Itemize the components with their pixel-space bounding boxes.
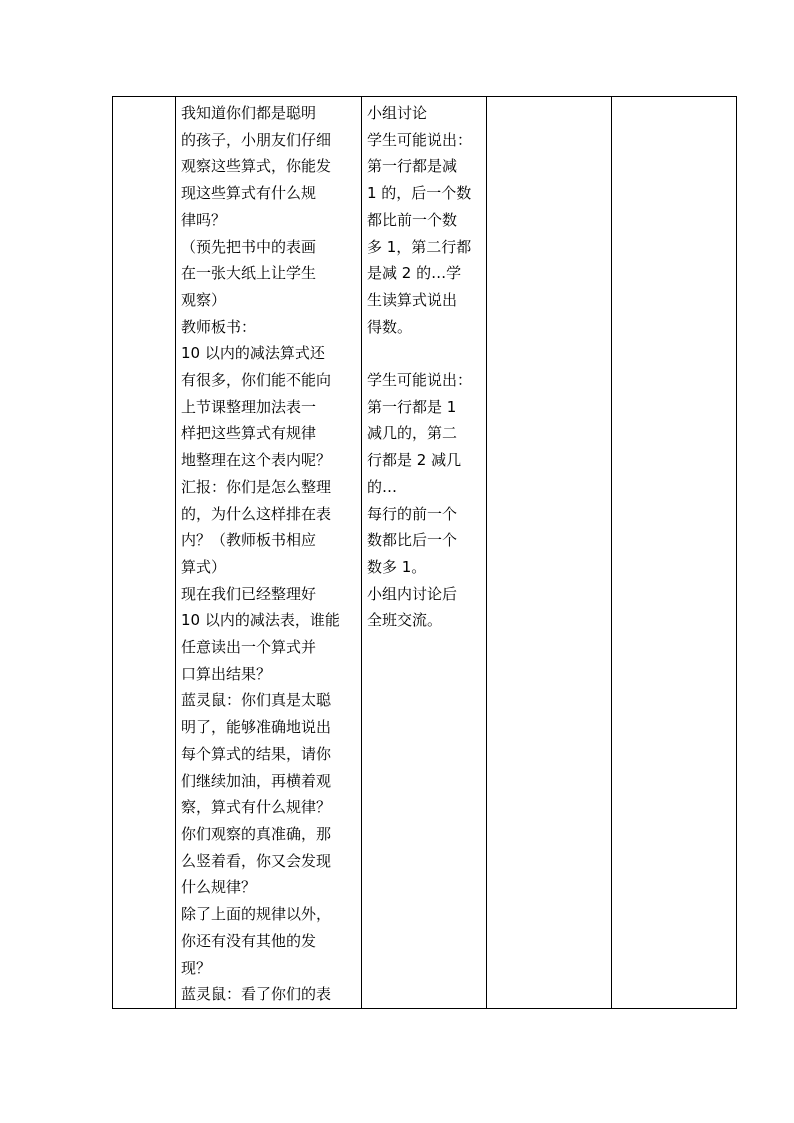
student-activity-text-b: [367, 367, 481, 634]
text-line: 口算出结果？: [181, 664, 272, 683]
text-line: 生读算式说出: [367, 290, 458, 309]
text-line: 明了，能够准确地说出: [181, 718, 332, 737]
text-line: 汇报：你们是怎么整理: [181, 477, 332, 496]
text-line: 数都比后一个: [367, 531, 458, 550]
text-line: 在一张大纸上让学生: [181, 264, 317, 283]
notes-cell: [612, 97, 737, 1009]
text-line: 样把这些算式有规律: [181, 424, 317, 443]
text-line: 多 1，第二行都: [367, 237, 472, 256]
text-line: （预先把书中的表画: [181, 237, 317, 256]
text-line: 得数。: [367, 317, 413, 336]
text-line: 你们观察的真准确，那: [181, 824, 332, 843]
text-line: 10 以内的减法算式还: [181, 344, 325, 363]
text-line: 是减 2 的…学: [367, 264, 462, 283]
text-line: 们继续加油，再横着观: [181, 771, 332, 790]
text-line: 教师板书：: [181, 317, 257, 336]
text-line: 全班交流。: [367, 611, 443, 630]
text-line: 学生可能说出：: [367, 371, 473, 390]
teacher-activity-cell: [176, 97, 362, 1009]
text-line: 蓝灵鼠：看了你们的表: [181, 985, 332, 1004]
student-activity-cell: [362, 97, 487, 1009]
text-line: 律吗？: [181, 210, 227, 229]
text-line: 每行的前一个: [367, 504, 458, 523]
text-line: 减几的，第二: [367, 424, 458, 443]
text-line: 什么规律？: [181, 878, 257, 897]
text-line: 你还有没有其他的发: [181, 931, 317, 950]
text-line: 算式）: [181, 557, 227, 576]
design-intent-cell: [487, 97, 612, 1009]
text-line: 现这些算式有什么规: [181, 184, 317, 203]
text-line: 的孩子，小朋友们仔细: [181, 130, 332, 149]
text-line: 的…: [367, 477, 398, 496]
text-line: 察，算式有什么规律？: [181, 798, 332, 817]
text-line: 数多 1。: [367, 557, 427, 576]
text-line: 地整理在这个表内呢？: [181, 451, 332, 470]
text-line: 的，为什么这样排在表: [181, 504, 332, 523]
student-activity-text-a: [367, 100, 481, 340]
text-line: 第一行都是 1: [367, 397, 457, 416]
text-line: 每个算式的结果，请你: [181, 744, 332, 763]
text-line: 任意读出一个算式并: [181, 638, 317, 657]
text-line: 上节课整理加法表一: [181, 397, 317, 416]
text-line: 小组内讨论后: [367, 584, 458, 603]
text-line: 观察这些算式，你能发: [181, 157, 332, 176]
text-line: 现在我们已经整理好: [181, 584, 317, 603]
text-line: 小组讨论: [367, 104, 428, 122]
stage-cell: [113, 97, 176, 1009]
text-line: 第一行都是减: [367, 157, 458, 176]
text-line: 蓝灵鼠：你们真是太聪: [181, 691, 332, 710]
paragraph-gap: [367, 340, 481, 367]
text-line: 学生可能说出：: [367, 130, 473, 149]
text-line: 内？（教师板书相应: [181, 531, 317, 550]
text-line: 都比前一个数: [367, 210, 458, 229]
table-row: [113, 97, 737, 1009]
text-line: 行都是 2 减几: [367, 451, 462, 470]
text-line: 观察）: [181, 290, 227, 309]
lesson-plan-table: [112, 96, 737, 1009]
teacher-activity-text: [181, 100, 356, 1008]
text-line: 10 以内的减法表，谁能: [181, 611, 340, 630]
text-line: 么竖着看，你又会发现: [181, 851, 332, 870]
text-line: 1 的，后一个数: [367, 184, 472, 203]
text-line: 除了上面的规律以外，: [181, 905, 332, 924]
text-line: 现？: [181, 958, 212, 977]
text-line: 我知道你们都是聪明: [181, 104, 317, 122]
text-line: 有很多，你们能不能向: [181, 371, 332, 390]
